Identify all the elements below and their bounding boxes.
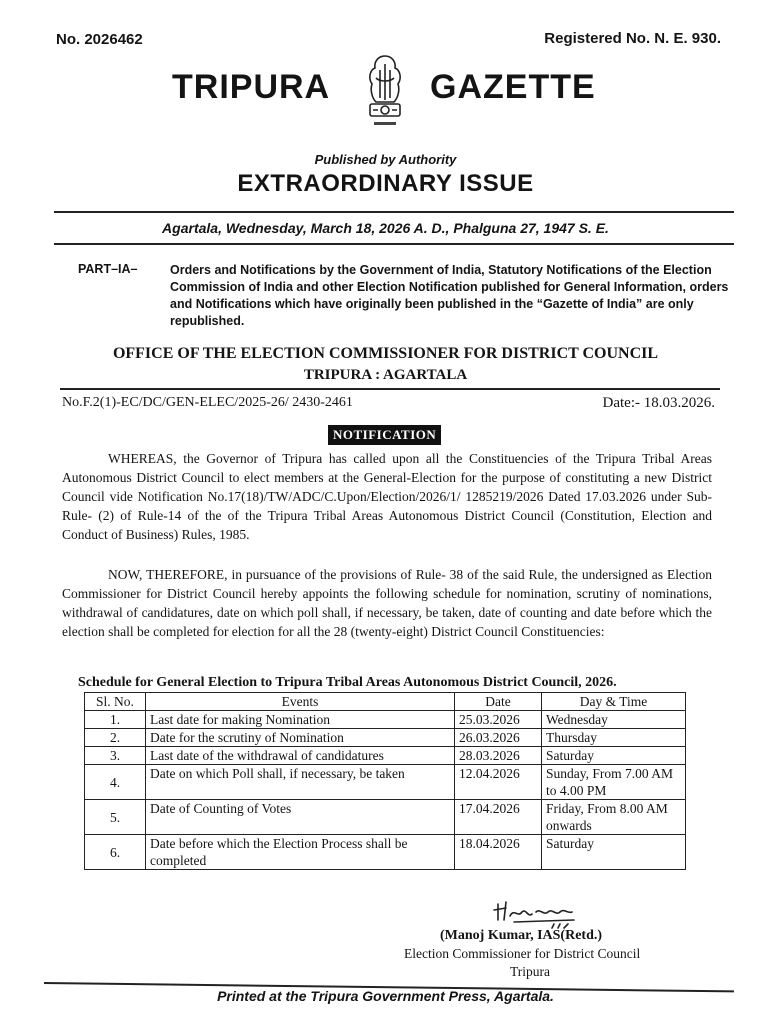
- divider: [54, 243, 734, 245]
- divider: [54, 211, 734, 213]
- table-row: [85, 835, 686, 870]
- table-row: [85, 800, 686, 835]
- cell-sl-no: 2.: [85, 729, 146, 747]
- published-by-authority: Published by Authority: [314, 152, 457, 167]
- signatory-designation: Election Commissioner for District Council: [404, 946, 641, 961]
- registered-number: Registered No. N. E. 930.: [544, 30, 721, 47]
- cell-sl-no: 1.: [85, 711, 146, 729]
- cell-date: 26.03.2026: [455, 729, 542, 747]
- column-header-sl-no: Sl. No.: [85, 693, 146, 711]
- cell-date: 17.04.2026: [455, 800, 542, 835]
- cell-event: Last date of the withdrawal of candidatures: [146, 747, 455, 765]
- notification-date: Date:- 18.03.2026.: [602, 395, 715, 411]
- cell-day-time: Friday, From 8.00 AM onwards: [542, 800, 686, 835]
- cell-event: Date before which the Election Process shall be completed: [146, 835, 455, 870]
- column-header-day-time: Day & Time: [542, 693, 686, 711]
- divider: [60, 388, 720, 390]
- cell-event: Date on which Poll shall, if necessary, be taken: [146, 765, 455, 800]
- cell-date: 12.04.2026: [455, 765, 542, 800]
- state-emblem-icon: [356, 48, 414, 138]
- office-location: TRIPURA : AGARTALA: [303, 367, 468, 383]
- cell-sl-no: 4.: [85, 765, 146, 800]
- table-row: [85, 747, 686, 765]
- schedule-table: [84, 692, 686, 870]
- cell-day-time: Wednesday: [542, 711, 686, 729]
- office-heading: OFFICE OF THE ELECTION COMMISSIONER FOR DISTRICT COUNCIL: [112, 345, 659, 362]
- handwritten-signature-icon: [492, 898, 592, 932]
- cell-day-time: Saturday: [542, 747, 686, 765]
- signatory-name: (Manoj Kumar, IAS(Retd.): [440, 928, 603, 943]
- issue-type-heading: EXTRAORDINARY ISSUE: [237, 170, 534, 197]
- masthead-title-left: TRIPURA: [172, 68, 331, 106]
- schedule-title: Schedule for General Election to Tripura Tribal Areas Autonomous District Council, 2026.: [78, 675, 617, 690]
- table-row: [85, 711, 686, 729]
- cell-sl-no: 5.: [85, 800, 146, 835]
- cell-sl-no: 6.: [85, 835, 146, 870]
- gazette-number: No. 2026462: [56, 31, 143, 48]
- part-description: Orders and Notifications by the Government of India, Statutory Notifications of the Election Commission of India and other Election Notification published for General Information, orders and Notifications which have originally been published in the “Gazette of India” are only republished.: [170, 263, 729, 328]
- reference-number: No.F.2(1)-EC/DC/GEN-ELEC/2025-26/ 2430-2461: [62, 395, 353, 410]
- column-header-date: Date: [455, 693, 542, 711]
- cell-date: 25.03.2026: [455, 711, 542, 729]
- printer-imprint: Printed at the Tripura Government Press, Agartala.: [217, 988, 554, 1004]
- signatory-place: Tripura: [510, 964, 551, 979]
- cell-day-time: Thursday: [542, 729, 686, 747]
- cell-date: 28.03.2026: [455, 747, 542, 765]
- cell-day-time: Saturday: [542, 835, 686, 870]
- table-row: [85, 765, 686, 800]
- therefore-text: NOW, THEREFORE, in pursuance of the provisions of Rule- 38 of the said Rule, the undersigned as Election Commissioner for District Council hereby appoints the following schedule for nomination, scrutiny of nominations, withdrawal of candidatures, date on which poll shall, if necessary, be taken, date of counting and date before which the election shall be completed for election for all the 28 (twenty-eight) District Council Constituencies:: [62, 567, 712, 639]
- masthead-title-right: GAZETTE: [430, 68, 596, 106]
- issue-date-line: Agartala, Wednesday, March 18, 2026 A. D., Phalguna 27, 1947 S. E.: [162, 220, 609, 236]
- cell-date: 18.04.2026: [455, 835, 542, 870]
- cell-event: Date of Counting of Votes: [146, 800, 455, 835]
- notification-heading: NOTIFICATION: [328, 425, 441, 445]
- cell-event: Date for the scrutiny of Nomination: [146, 729, 455, 747]
- cell-sl-no: 3.: [85, 747, 146, 765]
- part-label: PART–IA–: [78, 262, 138, 276]
- table-header-row: [85, 693, 686, 711]
- column-header-events: Events: [146, 693, 455, 711]
- therefore-paragraph: [62, 565, 712, 641]
- whereas-text: WHEREAS, the Governor of Tripura has called upon all the Constituencies of the Tripura Tribal Areas Autonomous District Council to elect members at the General-Election for the purpose of constituting a new District Council vide Notification No.17(18)/TW/ADC/C.Upon/Election/2026/1/ 1285219/2026 Dated 17.03.2026 under Sub-Rule- (2) of Rule-14 of the of the Tripura Tribal Areas Autonomous District Council (Constitution, Election and Conduct of Business) Rules, 1985.: [62, 451, 712, 542]
- table-row: [85, 729, 686, 747]
- whereas-paragraph: [62, 449, 712, 544]
- cell-event: Last date for making Nomination: [146, 711, 455, 729]
- cell-day-time: Sunday, From 7.00 AM to 4.00 PM: [542, 765, 686, 800]
